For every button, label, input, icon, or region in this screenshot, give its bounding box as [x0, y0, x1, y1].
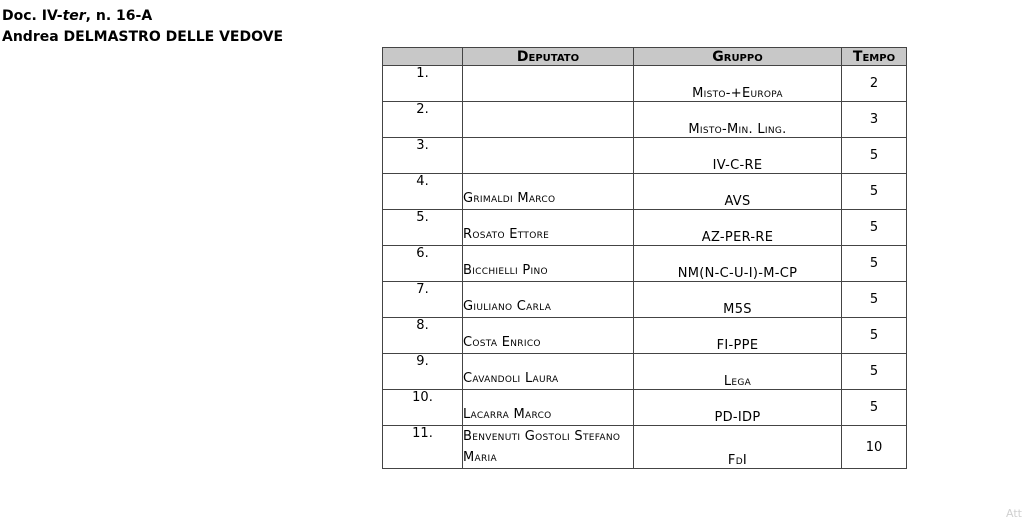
row-deputato	[463, 66, 634, 102]
table-header-row	[383, 48, 907, 66]
row-gruppo: Misto-Min. Ling.	[634, 102, 842, 138]
row-gruppo: AVS	[634, 174, 842, 210]
doc-reference	[2, 6, 283, 27]
row-deputato: Cavandoli Laura	[463, 354, 634, 390]
row-deputato: Grimaldi Marco	[463, 174, 634, 210]
table-row	[383, 354, 907, 390]
table-row	[383, 318, 907, 354]
row-gruppo: Misto-+Europa	[634, 66, 842, 102]
row-gruppo: AZ-PER-RE	[634, 210, 842, 246]
table-row	[383, 282, 907, 318]
header-deputato: Deputato	[463, 48, 634, 66]
watermark-text: Att	[1006, 507, 1022, 520]
speakers-table	[382, 47, 907, 469]
row-number: 2.	[383, 102, 463, 138]
table-row	[383, 426, 907, 469]
row-gruppo: IV-C-RE	[634, 138, 842, 174]
row-number: 8.	[383, 318, 463, 354]
row-tempo: 5	[842, 390, 907, 426]
row-number: 9.	[383, 354, 463, 390]
row-deputato: Rosato Ettore	[463, 210, 634, 246]
row-gruppo: FdI	[634, 426, 842, 469]
doc-subject-name: Andrea DELMASTRO DELLE VEDOVE	[2, 29, 284, 45]
row-gruppo: PD-IDP	[634, 390, 842, 426]
row-tempo: 3	[842, 102, 907, 138]
row-tempo: 2	[842, 66, 907, 102]
row-deputato: Lacarra Marco	[463, 390, 634, 426]
header-tempo: Tempo	[842, 48, 907, 66]
row-deputato: Giuliano Carla	[463, 282, 634, 318]
row-tempo: 5	[842, 210, 907, 246]
row-number: 5.	[383, 210, 463, 246]
table-row	[383, 174, 907, 210]
row-number: 7.	[383, 282, 463, 318]
table-row	[383, 210, 907, 246]
row-gruppo: M5S	[634, 282, 842, 318]
table-row	[383, 138, 907, 174]
document-header	[2, 6, 283, 48]
row-deputato: Bicchielli Pino	[463, 246, 634, 282]
doc-reference-ter: ter	[62, 8, 86, 24]
row-number: 1.	[383, 66, 463, 102]
row-tempo: 5	[842, 138, 907, 174]
table-row	[383, 102, 907, 138]
row-deputato	[463, 102, 634, 138]
row-tempo: 5	[842, 354, 907, 390]
row-number: 4.	[383, 174, 463, 210]
row-number: 3.	[383, 138, 463, 174]
row-deputato: Benvenuti Gostoli Stefano Maria	[463, 426, 634, 469]
row-gruppo: NM(N-C-U-I)-M-CP	[634, 246, 842, 282]
row-tempo: 10	[842, 426, 907, 469]
row-number: 6.	[383, 246, 463, 282]
doc-reference-number: , n. 16-A	[85, 8, 153, 24]
row-number: 10.	[383, 390, 463, 426]
row-tempo: 5	[842, 246, 907, 282]
table-row	[383, 390, 907, 426]
header-gruppo: Gruppo	[634, 48, 842, 66]
header-number	[383, 48, 463, 66]
row-tempo: 5	[842, 318, 907, 354]
row-deputato	[463, 138, 634, 174]
row-deputato: Costa Enrico	[463, 318, 634, 354]
row-gruppo: FI-PPE	[634, 318, 842, 354]
table-row	[383, 66, 907, 102]
row-number: 11.	[383, 426, 463, 469]
table-row	[383, 246, 907, 282]
row-tempo: 5	[842, 174, 907, 210]
row-tempo: 5	[842, 282, 907, 318]
doc-reference-prefix: Doc. IV-	[2, 8, 63, 24]
row-gruppo: Lega	[634, 354, 842, 390]
